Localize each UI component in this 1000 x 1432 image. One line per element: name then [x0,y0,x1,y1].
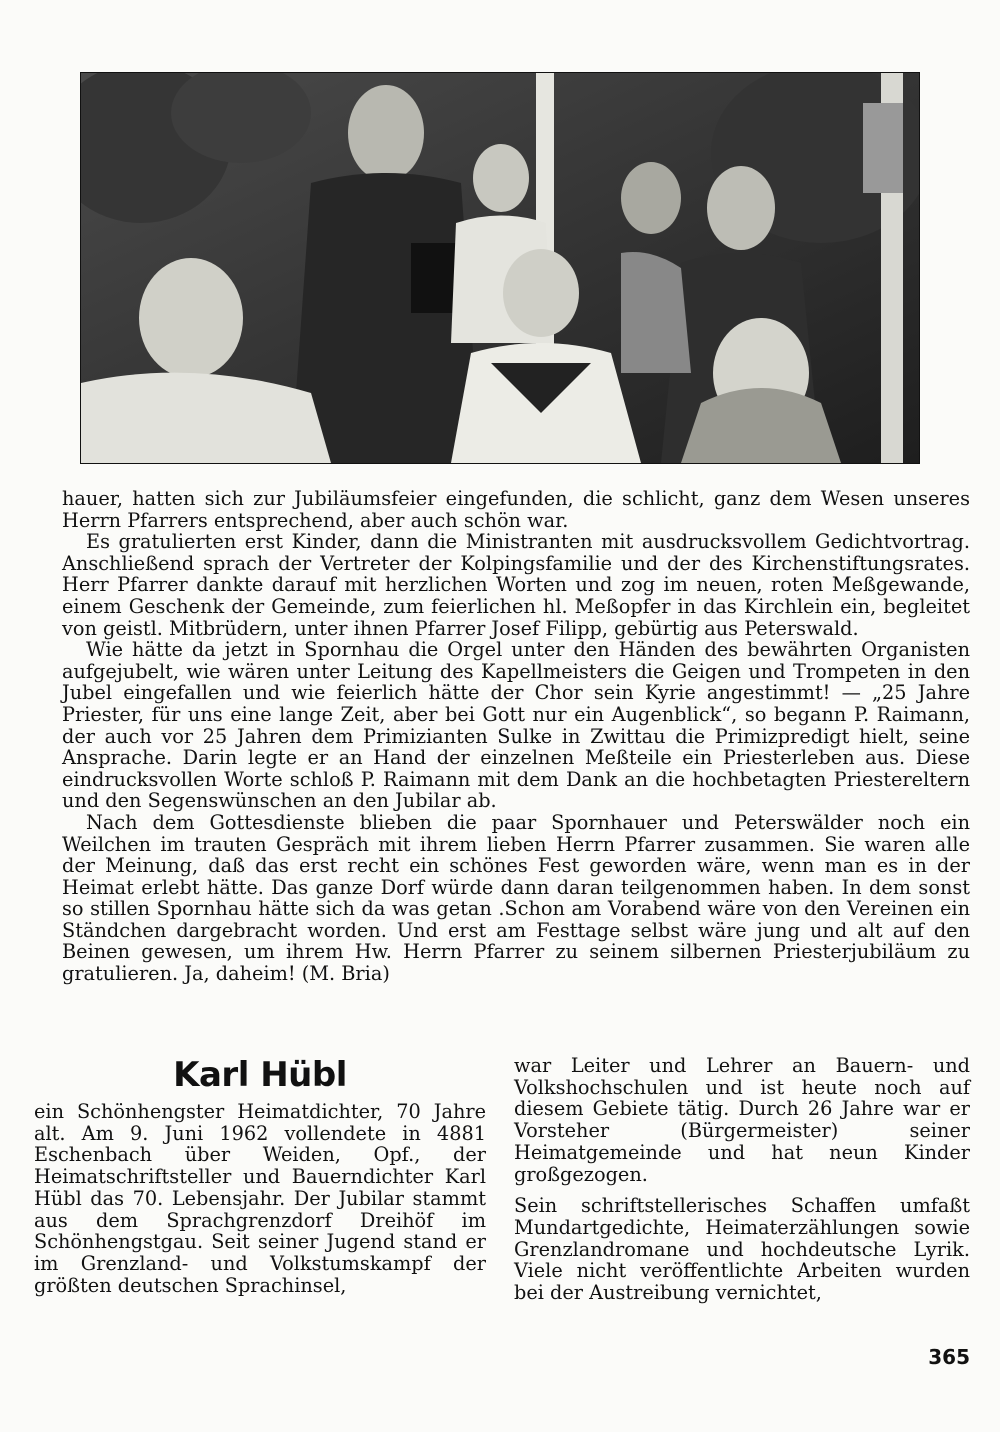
hubl-right-text-2: Sein schriftstellerisches Schaffen umfaßt Mundartgedichte, Heimaterzählungen sowie Grenzlandromane und hochdeutsche Lyrik. Viele nicht veröffentlichte Arbeiten wurden bei der Austreibung vernichtet, [514,1194,970,1305]
article-paragraph: Wie hätte da jetzt in Spornhau die Orgel unter den Händen des bewährten Organisten aufgejubelt, wie wären unter Leitung des Kapellmeisters die Geigen und Trompeten in den Jubel eingefallen und wie feierlich hätte der Chor sein Kyrie angestimmt! — „25 Jahre Priester, für uns eine lange Zeit, aber bei Gott nur ein Augenblick“, so begann P. Raimann, der auch vor 25 Jahren dem Primizianten Sulke in Zwittau die Primizpredigt hielt, seine Ansprache. Darin legte er an Hand der einzelnen Meßteile ein Priesterleben aus. Diese eindrucksvollen Worte schloß P. Raimann mit dem Dank an die hochbetagten Priestereltern und den Segenswünschen an den Jubilar ab. [62,638,970,813]
hubl-right-text-1: war Leiter und Lehrer an Bauern- und Volkshochschulen und ist heute noch auf diesem Gebiete tätig. Durch 26 Jahre war er Vorsteher (Bürgermeister) seiner Heimatgemeinde und hat neun Kinder großgezogen. [514,1054,970,1186]
photo-icon [81,73,919,463]
hubl-left-text: ein Schönhengster Heimatdichter, 70 Jahre alt. Am 9. Juni 1962 vollendete in 4881 Eschenbach über Weiden, Opf., der Heimatschriftsteller und Bauerndichter Karl Hübl das 70. Lebensjahr. Der Jubilar stammt aus dem Sprachgrenzdorf Dreihöf im Schönhengstgau. Seit seiner Jugend stand er im Grenzland- und Volkstumskampf der größten deutschen Sprachinsel, [34,1100,486,1297]
article-paragraph: hauer, hatten sich zur Jubiläumsfeier eingefunden, die schlicht, ganz dem Wesen unseres Herrn Pfarrers entsprechend, aber auch schön war. [62,487,970,532]
article-paragraph: Nach dem Gottesdienste blieben die paar Spornhauer und Peterswälder noch ein Weilchen im trauten Gespräch mit ihrem lieben Herrn Pfarrer zusammen. Sie waren alle der Meinung, daß das erst recht ein schönes Fest geworden wäre, wenn man es in der Heimat erlebt hätte. Das ganze Dorf würde dann daran teilgenommen haben. In dem sonst so stillen Spornhau hätte sich da was getan .Schon am Vorabend wäre von den Vereinen ein Ständchen dargebracht worden. Und erst am Festtage selbst wäre jung und alt auf den Beinen gewesen, um ihrem Hw. Herrn Pfarrer zu seinem silbernen Priesterjubiläum zu gratulieren. Ja, daheim! (M. Bria) [62,810,970,986]
article-paragraph: Es gratulierten erst Kinder, dann die Ministranten mit ausdrucksvollem Gedichtvortrag. Anschließend sprach der Vertreter der Kolpingsfamilie und der des Kirchenstiftungsrates. Herr Pfarrer dankte darauf mit herzlichen Worten und zog im neuen, roten Meßgewande, einem Geschenk der Gemeinde, zum feierlichen hl. Meßopfer in das Kirchlein ein, begleitet von geistl. Mitbrüdern, unter ihnen Pfarrer Josef Filipp, gebürtig aus Peterswald. [62,530,970,640]
hubl-right-column [514,1055,970,1304]
ceremony-photo [80,72,920,464]
hubl-title: Karl Hübl [173,1055,347,1095]
hubl-left-column [34,1055,486,1296]
article-body [62,488,970,985]
page-number: 365 [928,1345,970,1369]
